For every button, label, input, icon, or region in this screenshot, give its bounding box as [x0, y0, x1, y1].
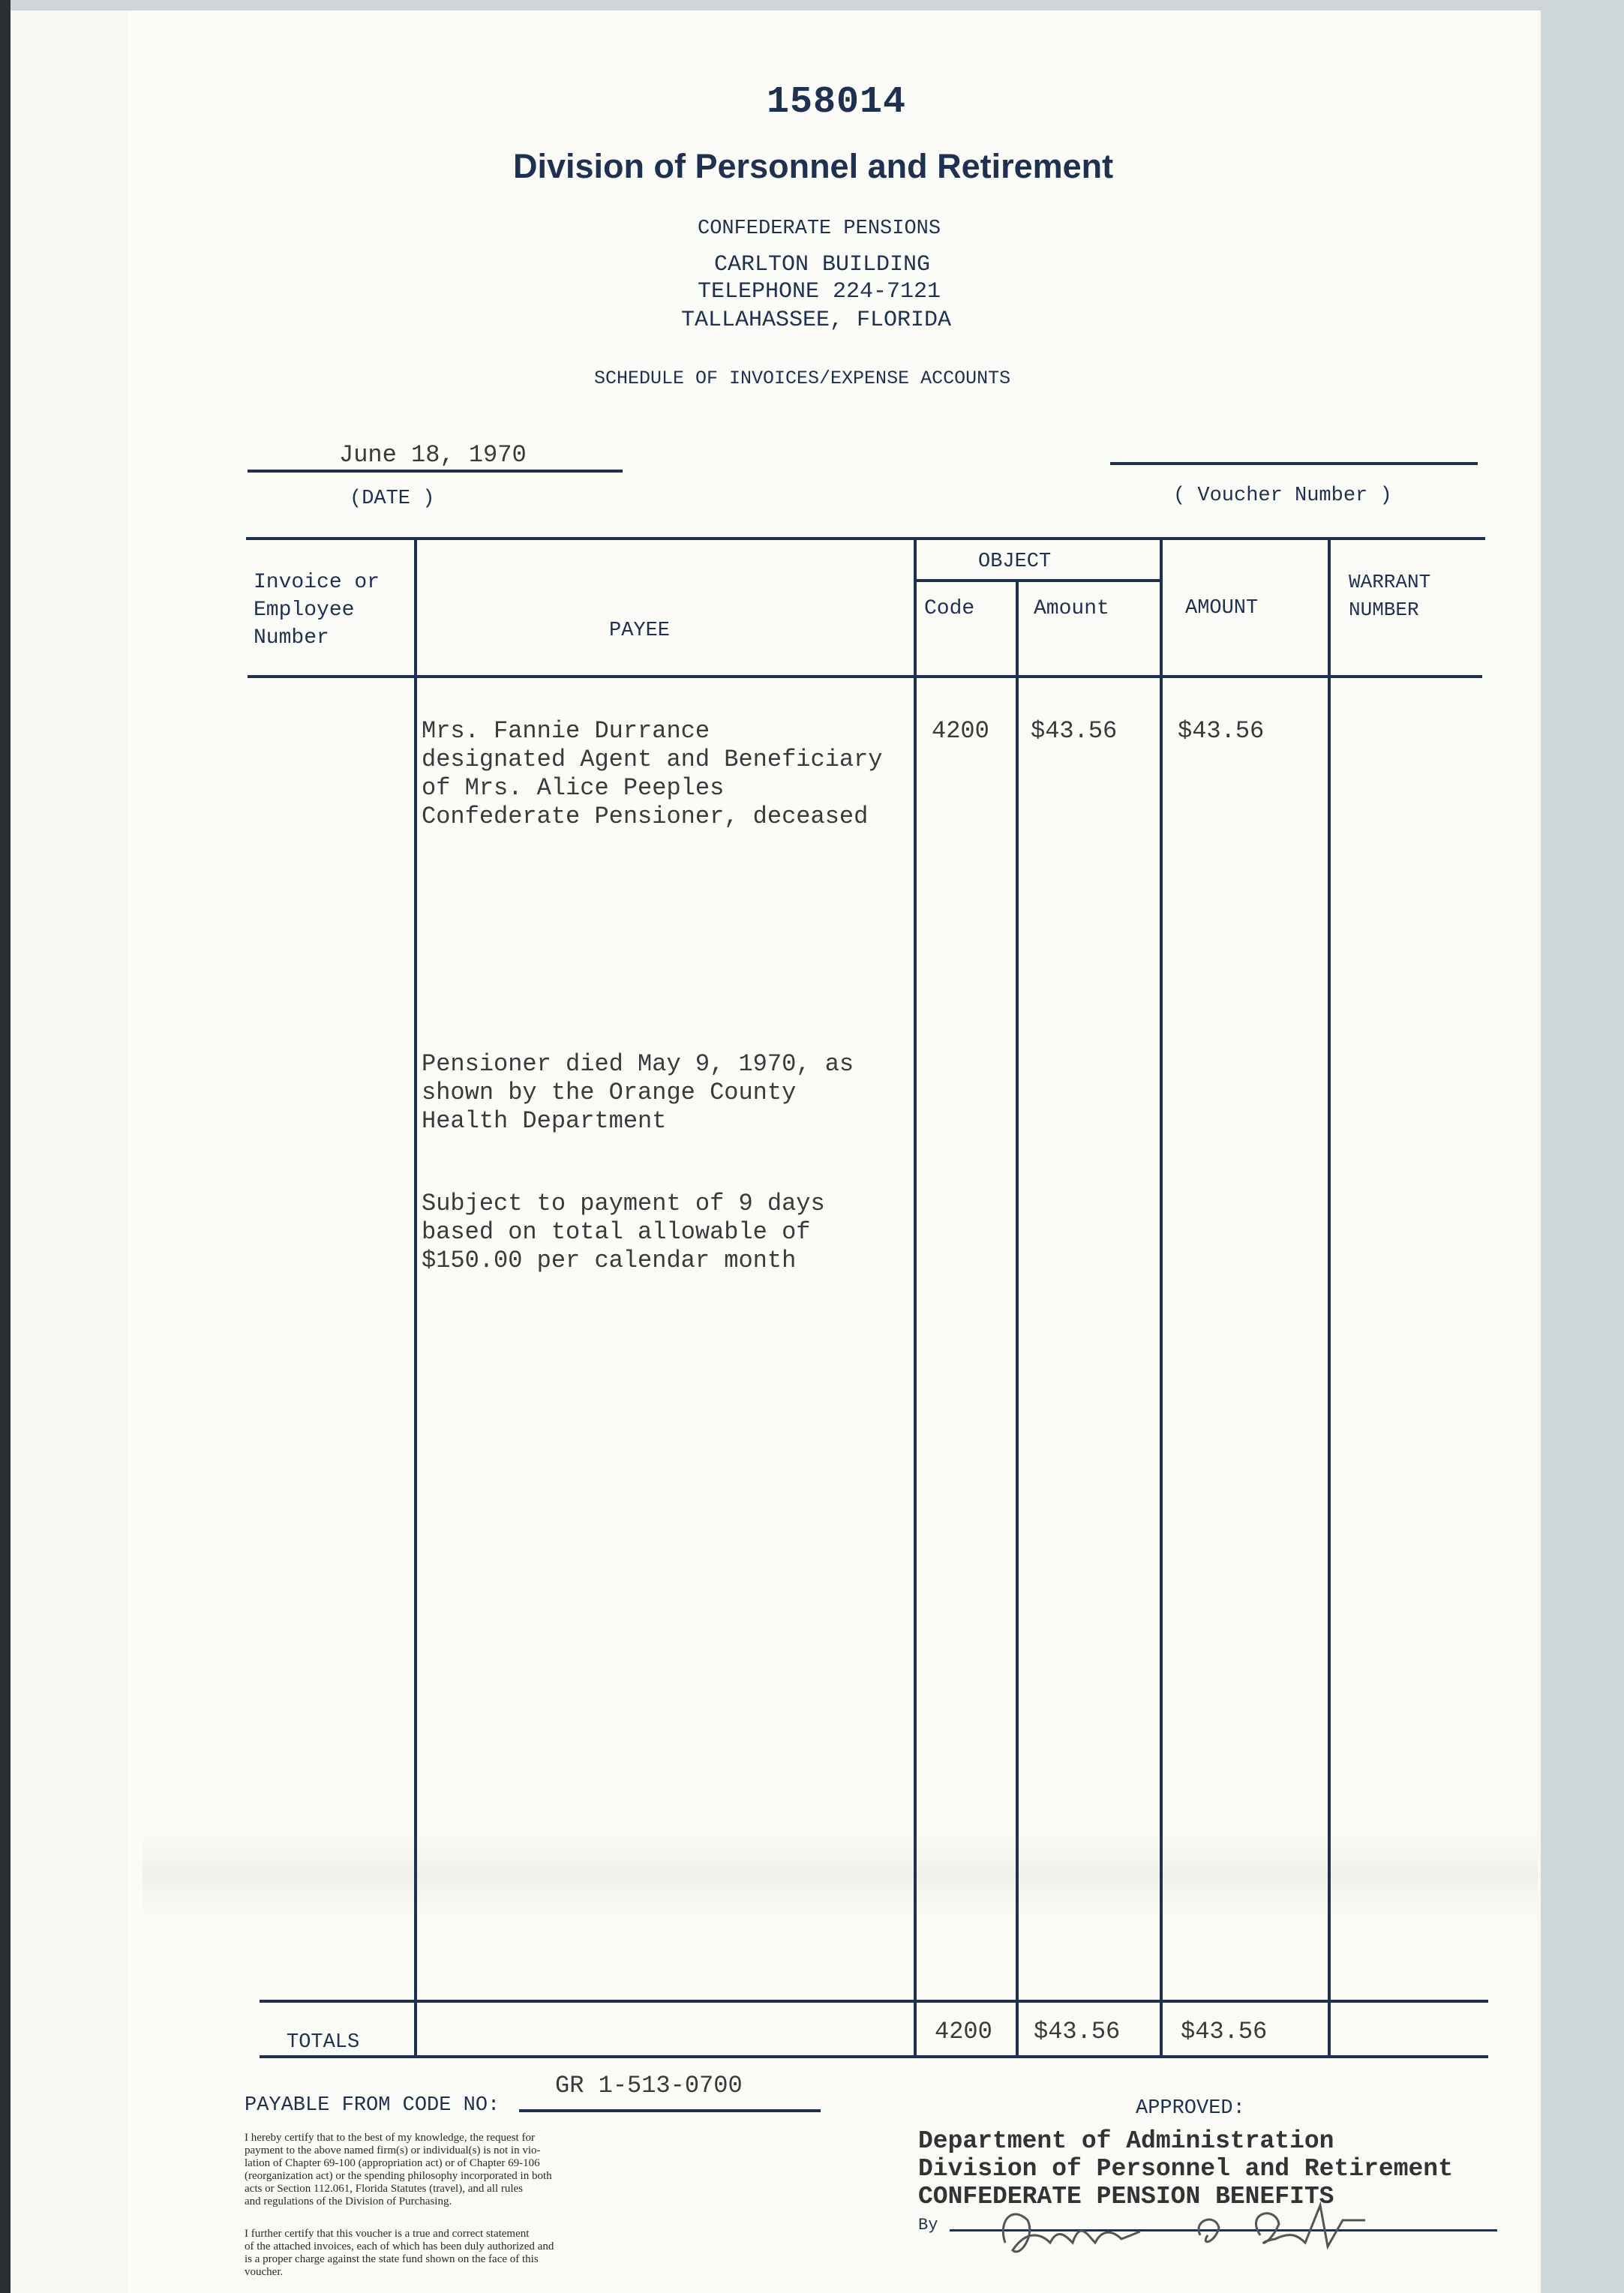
object-divider: [914, 579, 1161, 582]
doc-number: 158014: [767, 81, 907, 124]
table-top-rule: [246, 537, 1485, 540]
date-underline: [248, 470, 623, 473]
certify-line: payment to the above named firm(s) or individual(s) is not in vio-: [245, 2144, 541, 2156]
address-line-1: CARLTON BUILDING: [714, 252, 931, 278]
note-death: [422, 1050, 854, 1136]
payable-code: GR 1-513-0700: [555, 2072, 743, 2099]
header-invoice: [254, 569, 380, 652]
header-payee: PAYEE: [609, 620, 671, 642]
schedule-title: SCHEDULE OF INVOICES/EXPENSE ACCOUNTS: [594, 368, 1011, 389]
note-line: Health Department: [422, 1107, 667, 1135]
payee-line: Mrs. Fannie Durrance: [422, 717, 710, 745]
note-line: shown by the Orange County: [422, 1079, 797, 1106]
header-warrant: [1349, 569, 1430, 624]
address-line-3: TALLAHASSEE, FLORIDA: [681, 308, 952, 333]
header-invoice-line: Invoice or: [254, 571, 380, 594]
certify-line: and regulations of the Division of Purchasing.: [245, 2195, 452, 2207]
note-line: based on total allowable of: [422, 1218, 811, 1246]
payee-block: [422, 717, 883, 831]
certify-line: (reorganization act) or the spending philosophy incorporated in both: [245, 2170, 552, 2182]
voucher-underline: [1110, 462, 1478, 465]
certify-line: acts or Section 112.061, Florida Statutes (travel), and all rules: [245, 2183, 524, 2195]
approved-line: Division of Personnel and Retirement: [918, 2155, 1453, 2183]
totals-object-amount: $43.56: [1034, 2018, 1121, 2045]
certify-line: is a proper charge against the state fund shown on the face of this: [245, 2253, 539, 2265]
col-rule-5: [1328, 539, 1331, 2058]
header-amount: AMOUNT: [1185, 597, 1259, 620]
payee-line: of Mrs. Alice Peeples: [422, 774, 725, 802]
certify-line: of the attached invoices, each of which has been duly authorized and: [245, 2240, 554, 2252]
date-value: June 18, 1970: [339, 441, 527, 469]
approved-label: APPROVED:: [1136, 2097, 1245, 2120]
totals-label: TOTALS: [287, 2031, 360, 2054]
row-object-amount: $43.56: [1031, 717, 1118, 745]
payee-line: Confederate Pensioner, deceased: [422, 803, 869, 830]
certify-text: [245, 2132, 552, 2208]
certify-line: I hereby certify that to the best of my knowledge, the request for: [245, 2132, 535, 2144]
note-line: Pensioner died May 9, 1970, as: [422, 1050, 854, 1078]
voucher-label: ( Voucher Number ): [1173, 485, 1392, 507]
totals-bottom-rule: [260, 2055, 1488, 2058]
col-rule-1: [414, 539, 417, 2058]
totals-amount: $43.56: [1181, 2018, 1268, 2045]
header-invoice-line: Employee: [254, 599, 355, 622]
row-code: 4200: [932, 717, 989, 745]
further-certify-text: [245, 2228, 554, 2279]
totals-code: 4200: [935, 2018, 992, 2045]
address-line-2: TELEPHONE 224-7121: [698, 279, 941, 305]
subtitle: CONFEDERATE PENSIONS: [698, 218, 941, 240]
payable-underline: [519, 2109, 821, 2112]
date-label: (DATE ): [350, 488, 435, 510]
row-amount: $43.56: [1178, 717, 1265, 745]
payable-label: PAYABLE FROM CODE NO:: [245, 2094, 500, 2117]
approved-by-label: By: [918, 2216, 938, 2234]
note-line: Subject to payment of 9 days: [422, 1190, 825, 1217]
scan-edge: [0, 0, 11, 2293]
header-object-amount: Amount: [1034, 597, 1109, 620]
totals-top-rule: [260, 2000, 1488, 2003]
paper-inner: [128, 11, 1538, 2293]
col-rule-3: [1016, 581, 1019, 2058]
certify-line: voucher.: [245, 2266, 284, 2278]
col-rule-2: [914, 539, 917, 2058]
header-invoice-line: Number: [254, 626, 329, 650]
col-rule-4: [1160, 539, 1163, 2058]
certify-line: lation of Chapter 69-100 (appropriation act) or of Chapter 69-106: [245, 2157, 540, 2169]
note-payment: [422, 1190, 825, 1275]
signature: [990, 2190, 1380, 2273]
approved-line: Department of Administration: [918, 2127, 1334, 2155]
payee-line: designated Agent and Beneficiary: [422, 746, 883, 773]
header-object: OBJECT: [978, 551, 1052, 573]
note-line: $150.00 per calendar month: [422, 1247, 797, 1274]
page-title: Division of Personnel and Retirement: [513, 147, 1114, 185]
certify-line: I further certify that this voucher is a true and correct statement: [245, 2228, 530, 2240]
approved-line: CONFEDERATE PENSION BENEFITS: [918, 2183, 1334, 2210]
header-bottom-rule: [248, 675, 1482, 678]
header-code: Code: [924, 597, 975, 620]
header-warrant-line: NUMBER: [1349, 599, 1419, 621]
header-warrant-line: WARRANT: [1349, 571, 1431, 593]
